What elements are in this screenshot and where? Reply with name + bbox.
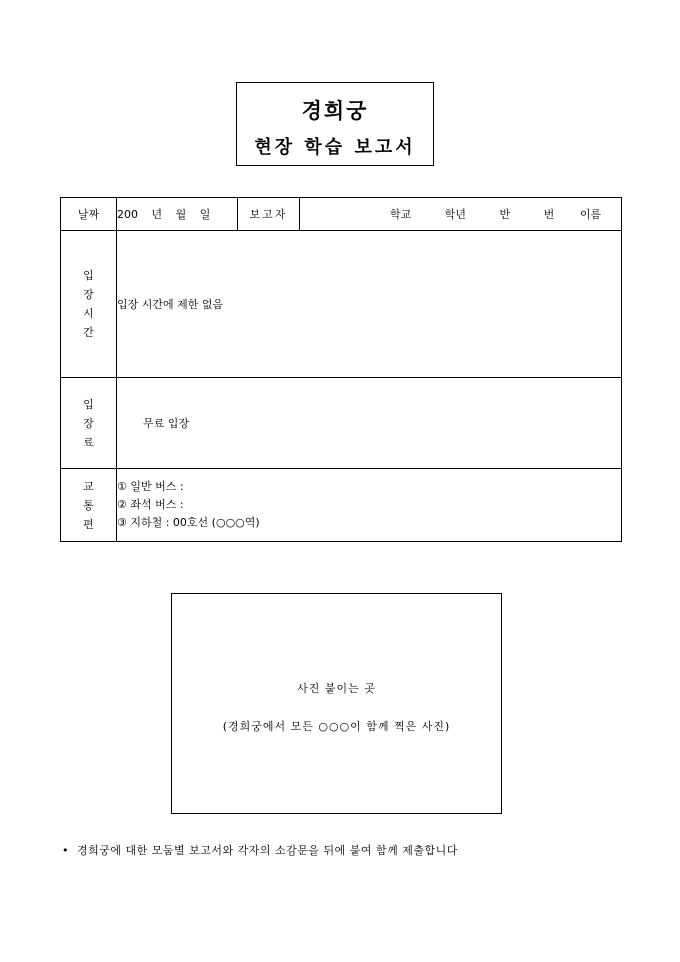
reporter-label: 보고자 [238, 198, 300, 231]
title-box [236, 82, 434, 166]
title-line1: 경희궁 [301, 98, 369, 123]
transport-label: 교 통 편 [61, 469, 117, 542]
date-label: 날짜 [61, 198, 117, 231]
date-year-unit: 년 [151, 208, 163, 221]
school-label: 학교 [390, 208, 412, 221]
photo-placeholder [171, 593, 502, 814]
note-text: 경희궁에 대한 모둠별 보고서와 각자의 소감문을 뒤에 붙여 함께 제출합니다 [77, 844, 458, 857]
transport-bus: ① 일반 버스 : [117, 480, 184, 493]
date-day-unit: 일 [199, 208, 211, 221]
date-field[interactable] [117, 198, 238, 231]
header-row [61, 198, 622, 231]
transport-content [117, 469, 622, 542]
submission-note [62, 842, 458, 858]
report-table [60, 197, 622, 542]
entry-fee-content: 무료 입장 [117, 378, 622, 469]
photo-caption: 사진 붙이는 곳 [297, 682, 376, 695]
transport-row [61, 469, 622, 542]
entry-time-label: 입 장 시 간 [61, 231, 117, 378]
name-label: 이름 [579, 208, 602, 221]
entry-time-row [61, 231, 622, 378]
entry-fee-row [61, 378, 622, 469]
photo-description: (경희궁에서 모든 ○○○이 함께 찍은 사진) [222, 720, 451, 733]
reporter-info-field[interactable] [300, 198, 622, 231]
bullet-icon: • [62, 844, 69, 857]
date-month-unit: 월 [175, 208, 187, 221]
transport-subway: ③ 지하철 : 00호선 (○○○역) [117, 516, 260, 529]
entry-fee-label: 입 장 료 [61, 378, 117, 469]
entry-time-content: 입장 시간에 제한 없음 [117, 231, 622, 378]
grade-label: 학년 [444, 208, 467, 221]
number-label: 번 [543, 208, 555, 221]
transport-seat-bus: ② 좌석 버스 : [117, 498, 184, 511]
date-year: 200 [117, 208, 138, 221]
title-line2: 현장 학습 보고서 [254, 137, 416, 158]
class-label: 반 [499, 208, 511, 221]
